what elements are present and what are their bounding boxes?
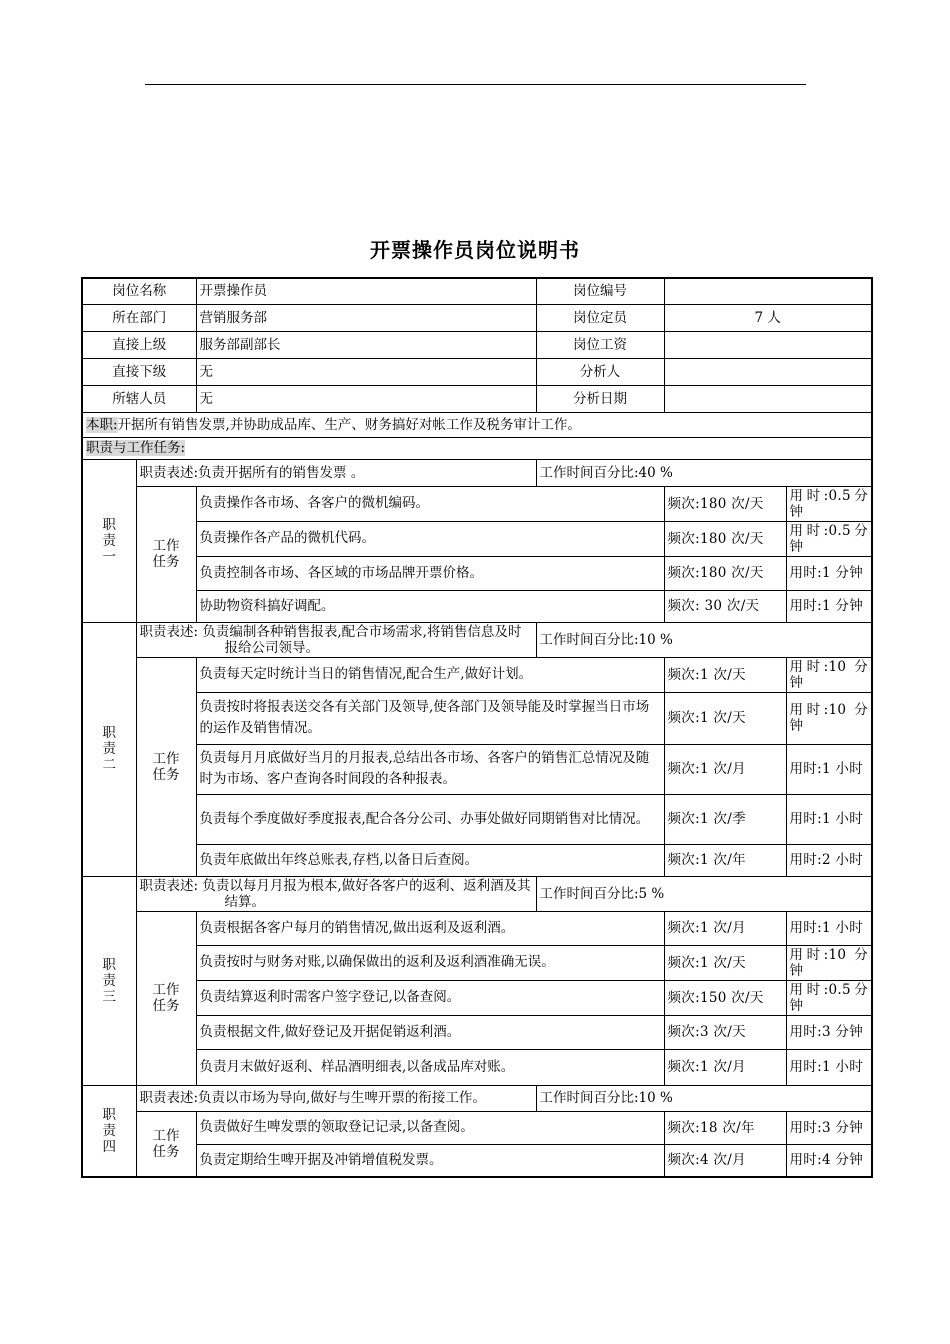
post-no-value [664, 278, 872, 304]
dept-label: 所在部门 [82, 304, 196, 331]
duty-1-statement-row [82, 459, 872, 486]
quota-value: 7 人 [664, 304, 872, 331]
row-tasks-heading [82, 437, 872, 459]
duty-1-task-row [82, 590, 872, 622]
task-description: 负责操作各市场、各客户的微机编码。 [196, 486, 664, 521]
row-dept [82, 304, 872, 331]
duty-3-statement-row [82, 876, 872, 911]
task-frequency: 频次:1 次/天 [664, 945, 786, 980]
task-duration: 用时:10 分钟 [786, 945, 872, 980]
analyst-value [664, 358, 872, 385]
task-frequency: 频次:1 次/月 [664, 1049, 786, 1085]
row-superior [82, 331, 872, 358]
duty-1-label [82, 459, 136, 622]
task-description: 负责每天定时统计当日的销售情况,配合生产,做好计划。 [196, 657, 664, 692]
dept-value: 营销服务部 [196, 304, 536, 331]
task-description: 负责控制各市场、各区域的市场品牌开票价格。 [196, 556, 664, 590]
duty-1-task-row [82, 521, 872, 556]
task-duration: 用时:1 分钟 [786, 556, 872, 590]
duty-3-label [82, 876, 136, 1085]
duty-summary-label: 本职: [86, 416, 118, 433]
task-description: 负责月末做好返利、样品酒明细表,以备成品库对账。 [196, 1049, 664, 1085]
task-duration: 用时:10 分钟 [786, 692, 872, 744]
duty-2-label-char: 职 [102, 725, 116, 741]
task-frequency: 频次:1 次/天 [664, 657, 786, 692]
page-title: 开票操作员岗位说明书 [370, 238, 580, 262]
duty-1-task-row [82, 486, 872, 521]
task-frequency: 频次:18 次/年 [664, 1111, 786, 1144]
task-duration: 用时:3 分钟 [786, 1015, 872, 1049]
task-description: 负责根据各客户每月的销售情况,做出返利及返利酒。 [196, 911, 664, 945]
duty-3-time-percent: 工作时间百分比:5 % [536, 876, 872, 911]
duty-3-task-row [82, 1049, 872, 1085]
superior-label: 直接上级 [82, 331, 196, 358]
duty-1-label-char: 一 [102, 548, 116, 565]
task-description: 协助物资科搞好调配。 [196, 590, 664, 622]
task-description: 负责定期给生啤开据及冲销增值税发票。 [196, 1144, 664, 1177]
duty-3-task-label-char: 任务 [152, 998, 180, 1014]
superior-value: 服务部副部长 [196, 331, 536, 358]
task-frequency: 频次:150 次/天 [664, 980, 786, 1015]
duty-3-label-char: 三 [102, 988, 116, 1005]
duty-2-task-label [136, 657, 196, 876]
task-duration: 用时:0.5分钟 [786, 521, 872, 556]
duty-4-task-label [136, 1111, 196, 1177]
duty-2-task-row [82, 844, 872, 876]
duty-summary-text: 开据所有销售发票,并协助成品库、生产、财务搞好对帐工作及税务审计工作。 [117, 416, 581, 433]
salary-label: 岗位工资 [536, 331, 664, 358]
duty-3-label-char: 职 [102, 956, 116, 973]
duty-4-statement: 职责表述:负责以市场为导向,做好与生啤开票的衔接工作。 [136, 1085, 536, 1111]
task-description: 负责结算返利时需客户签字登记,以备查阅。 [196, 980, 664, 1015]
staff-label: 所辖人员 [82, 385, 196, 412]
date-value [664, 385, 872, 412]
task-description: 负责每月月底做好当月的月报表,总结出各市场、各客户的销售汇总情况及随时为市场、客户查询各时间段的各种报表。 [196, 744, 664, 794]
task-description: 负责做好生啤发票的领取登记记录,以备查阅。 [196, 1111, 664, 1144]
duty-3-task-row [82, 1015, 872, 1049]
task-frequency: 频次:180 次/天 [664, 486, 786, 521]
task-duration: 用时:1 小时 [786, 794, 872, 844]
post-name-label: 岗位名称 [82, 278, 196, 304]
duty-2-label-char: 二 [102, 757, 116, 773]
quota-label: 岗位定员 [536, 304, 664, 331]
duty-1-label-char: 责 [102, 532, 116, 549]
task-frequency: 频次:1 次/年 [664, 844, 786, 876]
header-rule [145, 84, 806, 85]
duty-1-time-percent: 工作时间百分比:40 % [536, 459, 872, 486]
duty-2-task-label-char: 工作 [152, 750, 180, 767]
date-label: 分析日期 [536, 385, 664, 412]
task-description: 负责根据文件,做好登记及开据促销返利酒。 [196, 1015, 664, 1049]
subordinate-label: 直接下级 [82, 358, 196, 385]
row-staff [82, 385, 872, 412]
salary-value [664, 331, 872, 358]
duty-4-label-char: 四 [102, 1138, 116, 1155]
task-duration: 用时:2 小时 [786, 844, 872, 876]
task-duration: 用时:1 小时 [786, 744, 872, 794]
duty-2-task-row [82, 744, 872, 794]
task-frequency: 频次:180 次/天 [664, 556, 786, 590]
task-duration: 用时:10 分钟 [786, 657, 872, 692]
task-frequency: 频次: 30 次/天 [664, 590, 786, 622]
task-description: 负责年底做出年终总账表,存档,以备日后查阅。 [196, 844, 664, 876]
duty-2-label-char: 责 [102, 741, 116, 757]
duty-3-task-row [82, 980, 872, 1015]
task-duration: 用时:4 分钟 [786, 1144, 872, 1177]
duty-1-statement: 职责表述:负责开据所有的销售发票 。 [136, 459, 536, 486]
task-frequency: 频次:1 次/月 [664, 911, 786, 945]
tasks-heading [82, 437, 872, 459]
task-duration: 用时:1 小时 [786, 1049, 872, 1085]
duty-4-label-char: 责 [102, 1122, 116, 1139]
task-frequency: 频次:1 次/月 [664, 744, 786, 794]
task-frequency: 频次:180 次/天 [664, 521, 786, 556]
task-description: 负责按时与财务对账,以确保做出的返利及返利酒准确无误。 [196, 945, 664, 980]
task-duration: 用时:1 分钟 [786, 590, 872, 622]
duty-4-statement-row [82, 1085, 872, 1111]
task-frequency: 频次:1 次/季 [664, 794, 786, 844]
duty-4-task-row [82, 1144, 872, 1177]
job-description-table [81, 277, 873, 1178]
task-duration: 用时:1 小时 [786, 911, 872, 945]
duty-4-time-percent: 工作时间百分比:10 % [536, 1085, 872, 1111]
duty-3-task-row [82, 945, 872, 980]
duty-3-task-label [136, 911, 196, 1085]
row-duty-summary [82, 412, 872, 437]
duty-2-statement-row [82, 622, 872, 657]
duty-1-task-row [82, 556, 872, 590]
subordinate-value: 无 [196, 358, 536, 385]
task-duration: 用时:0.5分钟 [786, 980, 872, 1015]
row-subordinate [82, 358, 872, 385]
duty-4-label-char: 职 [102, 1106, 116, 1123]
task-frequency: 频次:3 次/天 [664, 1015, 786, 1049]
duty-4-task-label-char: 工作 [152, 1127, 180, 1144]
task-frequency: 频次:1 次/天 [664, 692, 786, 744]
staff-value: 无 [196, 385, 536, 412]
duty-2-task-row [82, 657, 872, 692]
duty-1-task-label-char: 任务 [152, 554, 180, 570]
duty-1-task-label [136, 486, 196, 622]
duty-2-task-row [82, 692, 872, 744]
duty-3-statement: 职责表述: 负责以每月月报为根本,做好各客户的返利、返利酒及其结算。 [136, 876, 536, 911]
task-description: 负责每个季度做好季度报表,配合各分公司、办事处做好同期销售对比情况。 [196, 794, 664, 844]
duty-1-label-char: 职 [102, 516, 116, 533]
duty-2-task-label-char: 任务 [152, 766, 180, 783]
duty-2-statement: 职责表述: 负责编制各种销售报表,配合市场需求,将销售信息及时报给公司领导。 [136, 622, 536, 657]
duty-2-task-row [82, 794, 872, 844]
duty-4-task-row [82, 1111, 872, 1144]
duty-3-label-char: 责 [102, 972, 116, 989]
task-description: 负责操作各产品的微机代码。 [196, 521, 664, 556]
task-duration: 用时:0.5分钟 [786, 486, 872, 521]
duty-2-label [82, 622, 136, 876]
task-description: 负责按时将报表送交各有关部门及领导,使各部门及领导能及时掌握当日市场的运作及销售情况。 [196, 692, 664, 744]
duty-4-label [82, 1085, 136, 1177]
row-post-name [82, 278, 872, 304]
task-frequency: 频次:4 次/月 [664, 1144, 786, 1177]
duty-3-task-label-char: 工作 [152, 982, 180, 998]
duty-1-task-label-char: 工作 [152, 538, 180, 554]
duty-3-task-row [82, 911, 872, 945]
post-no-label: 岗位编号 [536, 278, 664, 304]
duty-summary [82, 412, 872, 437]
analyst-label: 分析人 [536, 358, 664, 385]
task-duration: 用时:3 分钟 [786, 1111, 872, 1144]
post-name-value: 开票操作员 [196, 278, 536, 304]
duty-2-time-percent: 工作时间百分比:10 % [536, 622, 872, 657]
tasks-heading-label: 职责与工作任务: [86, 440, 186, 456]
duty-4-task-label-char: 任务 [152, 1143, 180, 1160]
